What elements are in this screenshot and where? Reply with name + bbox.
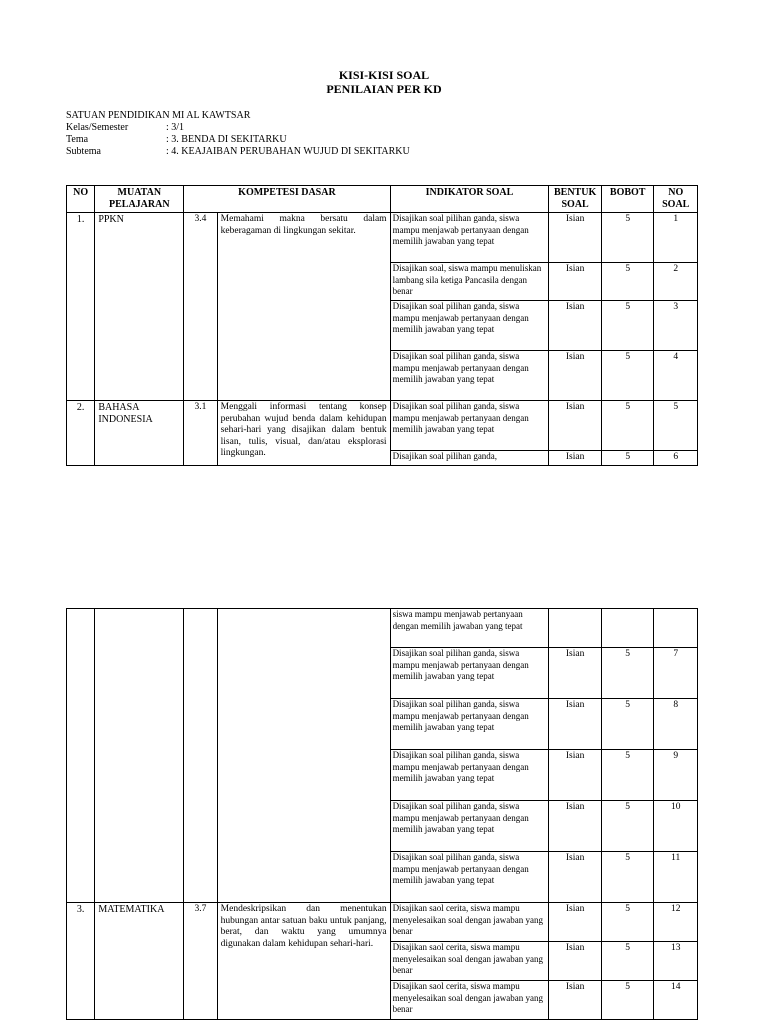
bobot-cell: 5: [601, 301, 654, 351]
indikator-cell: Disajikan saol cerita, siswa mampu menyelesaikan soal dengan jawaban yang benar: [390, 942, 549, 981]
nosoal-cell: 12: [654, 903, 698, 942]
table-row: [67, 903, 698, 942]
indikator-cell: Disajikan soal pilihan ganda, siswa mampu menjawab pertanyaan dengan memilih jawaban yang tepat: [390, 699, 549, 750]
info-value: : 3. BENDA DI SEKITARKU: [166, 134, 287, 145]
kd-text: Memahami makna bersatu dalam keberagaman di lingkungan sekitar.: [217, 213, 390, 401]
bentuk-cell: Isian: [549, 401, 602, 451]
indikator-cell: siswa mampu menjawab pertanyaan dengan memilih jawaban yang tepat: [390, 609, 549, 648]
table-header-row: [67, 186, 698, 213]
doc-title: KISI-KISI SOAL: [338, 68, 430, 82]
info-key: Tema: [66, 134, 89, 145]
nosoal-cell: 7: [654, 648, 698, 699]
header-bobot: BOBOT: [601, 186, 654, 213]
info-value: : 3/1: [166, 122, 185, 133]
indikator-cell: Disajikan soal pilihan ganda, siswa mampu menjawab pertanyaan dengan memilih jawaban yang tepat: [390, 852, 549, 903]
nosoal-cell: 9: [654, 750, 698, 801]
bentuk-cell: Isian: [549, 263, 602, 301]
bentuk-cell: Isian: [549, 351, 602, 401]
nosoal-cell: 8: [654, 699, 698, 750]
subject-name: BAHASA INDONESIA: [95, 401, 184, 466]
table-row: [67, 401, 698, 451]
nosoal-cell: 11: [654, 852, 698, 903]
bobot-cell: 5: [601, 451, 654, 466]
bobot-cell: 5: [601, 750, 654, 801]
header-bentuk: BENTUK SOAL: [549, 186, 602, 213]
indikator-cell: Disajikan soal pilihan ganda,: [390, 451, 549, 466]
nosoal-cell: 1: [654, 213, 698, 263]
info-value: : 4. KEAJAIBAN PERUBAHAN WUJUD DI SEKITARKU: [166, 146, 410, 157]
subject-name-empty: [95, 609, 184, 903]
kd-text: Menggali informasi tentang konsep perubahan wujud benda dalam kehidupan sehari-hari yang disajikan dalam bentuk lisan, tulis, visual, dan/atau eksplorasi lingkungan.: [217, 401, 390, 466]
bobot-cell: 5: [601, 648, 654, 699]
header-indikator: INDIKATOR SOAL: [390, 186, 549, 213]
nosoal-cell: 6: [654, 451, 698, 466]
bentuk-cell: Isian: [549, 801, 602, 852]
bobot-cell: 5: [601, 401, 654, 451]
indikator-cell: Disajikan soal pilihan ganda, siswa mampu menjawab pertanyaan dengan memilih jawaban yang tepat: [390, 750, 549, 801]
indikator-cell: Disajikan soal pilihan ganda, siswa mampu menjawab pertanyaan dengan memilih jawaban yang tepat: [390, 213, 549, 263]
bobot-cell: 5: [601, 213, 654, 263]
bobot-cell: 5: [601, 263, 654, 301]
info-row-kelas: [66, 122, 410, 134]
kisi-table-part-2: [66, 608, 698, 1020]
bentuk-cell: Isian: [549, 903, 602, 942]
nosoal-cell: 3: [654, 301, 698, 351]
bobot-cell: 5: [601, 981, 654, 1020]
bobot-cell: 5: [601, 852, 654, 903]
indikator-cell: Disajikan soal pilihan ganda, siswa mampu menjawab pertanyaan dengan memilih jawaban yang tepat: [390, 401, 549, 451]
bentuk-cell: Isian: [549, 301, 602, 351]
indikator-cell: Disajikan saol cerita, siswa mampu menyelesaikan soal dengan jawaban yang benar: [390, 981, 549, 1020]
kd-number-empty: [184, 609, 217, 903]
header-muatan: MUATAN PELAJARAN: [95, 186, 184, 213]
bentuk-cell: Isian: [549, 942, 602, 981]
kd-text-empty: [217, 609, 390, 903]
nosoal-cell: 14: [654, 981, 698, 1020]
indikator-cell: Disajikan soal, siswa mampu menuliskan lambang sila ketiga Pancasila dengan benar: [390, 263, 549, 301]
subject-no: 3.: [67, 903, 95, 1020]
kd-number: 3.4: [184, 213, 217, 401]
subject-name: PPKN: [95, 213, 184, 401]
bentuk-cell: Isian: [549, 981, 602, 1020]
bobot-cell: 5: [601, 351, 654, 401]
bobot-cell: [601, 609, 654, 648]
bentuk-cell: Isian: [549, 699, 602, 750]
bobot-cell: 5: [601, 903, 654, 942]
bentuk-cell: [549, 609, 602, 648]
header-no: NO: [67, 186, 95, 213]
nosoal-cell: 13: [654, 942, 698, 981]
bentuk-cell: Isian: [549, 750, 602, 801]
nosoal-cell: 5: [654, 401, 698, 451]
bentuk-cell: Isian: [549, 451, 602, 466]
nosoal-cell: 4: [654, 351, 698, 401]
table-row: [67, 213, 698, 263]
info-key: Subtema: [66, 146, 101, 157]
indikator-cell: Disajikan soal pilihan ganda, siswa mampu menjawab pertanyaan dengan memilih jawaban yang tepat: [390, 648, 549, 699]
nosoal-cell: 2: [654, 263, 698, 301]
info-row-tema: [66, 134, 410, 146]
bentuk-cell: Isian: [549, 213, 602, 263]
kisi-table-part-1: [66, 185, 698, 466]
bobot-cell: 5: [601, 801, 654, 852]
indikator-cell: Disajikan soal pilihan ganda, siswa mampu menjawab pertanyaan dengan memilih jawaban yang tepat: [390, 301, 549, 351]
indikator-cell: Disajikan soal pilihan ganda, siswa mampu menjawab pertanyaan dengan memilih jawaban yang tepat: [390, 351, 549, 401]
indikator-cell: Disajikan soal pilihan ganda, siswa mampu menjawab pertanyaan dengan memilih jawaban yang tepat: [390, 801, 549, 852]
info-key: Kelas/Semester: [66, 122, 129, 133]
bentuk-cell: Isian: [549, 852, 602, 903]
bentuk-cell: Isian: [549, 648, 602, 699]
info-block: [66, 110, 410, 158]
info-row-subtema: [66, 146, 410, 158]
school-name: SATUAN PENDIDIKAN MI AL KAWTSAR: [66, 110, 251, 121]
header-nosoal: NO SOAL: [654, 186, 698, 213]
subject-no: 1.: [67, 213, 95, 401]
table-row: [67, 609, 698, 648]
kd-number: 3.7: [184, 903, 217, 1020]
header-kd: KOMPETESI DASAR: [184, 186, 390, 213]
nosoal-cell: 10: [654, 801, 698, 852]
subject-name: MATEMATIKA: [95, 903, 184, 1020]
subject-no-empty: [67, 609, 95, 903]
indikator-cell: Disajikan saol cerita, siswa mampu menyelesaikan soal dengan jawaban yang benar: [390, 903, 549, 942]
bobot-cell: 5: [601, 942, 654, 981]
kd-text: Mendeskripsikan dan menentukan hubungan antar satuan baku untuk panjang, berat, dan waktu yang umumnya digunakan dalam kehidupan sehari-hari.: [217, 903, 390, 1020]
kd-number: 3.1: [184, 401, 217, 466]
bobot-cell: 5: [601, 699, 654, 750]
nosoal-cell: [654, 609, 698, 648]
subject-no: 2.: [67, 401, 95, 466]
doc-subtitle: PENILAIAN PER KD: [326, 82, 442, 96]
